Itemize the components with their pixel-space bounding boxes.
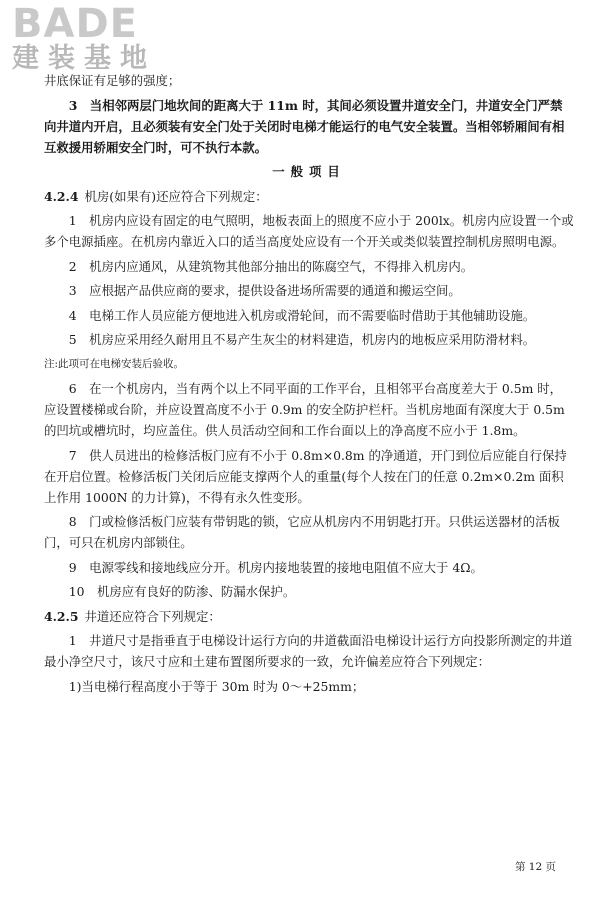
paragraph-continuation: 井底保证有足够的强度； — [44, 73, 181, 88]
clause-text: 井道还应符合下列规定： — [84, 608, 221, 624]
clause-number: 4.2.4 — [44, 188, 79, 204]
list-item: 7 供人员进出的检修活板门应有不小于 0.8m×0.8m 的净通道，开门到位后应能自行保持在开启位置。检修活板门关闭后应能支撑两个人的重量(每个人按在门的任意 0.2m×0.2m 面积上作用 1000N 的力计算)，不得有永久性变形。 — [44, 447, 567, 505]
list-item: 1 井道尺寸是指垂直于电梯设计运行方向的井道截面沿电梯设计运行方向投影所测定的井道最小净空尺寸，该尺寸应和土建布置图所要求的一致，允许偏差应符合下列规定： — [44, 633, 573, 669]
clause-4-2-4 — [44, 186, 574, 207]
clause-number: 4.2.5 — [44, 608, 79, 624]
sub-list-item: 1)当电梯行程高度小于等于 30m 时为 0～+25mm； — [68, 678, 365, 694]
list-item: 10 机房应有良好的防渗、防漏水保护。 — [68, 584, 296, 599]
list-item: 8 门或检修活板门应装有带钥匙的锁，它应从机房内不用钥匙打开。只供运送器材的活板门，可只在机房内部锁住。 — [44, 514, 560, 550]
list-item: 4 电梯工作人员应能方便地进入机房或滑轮间，而不需要临时借助于其他辅助设施。 — [68, 307, 536, 323]
list-item: 3 应根据产品供应商的要求，提供设备进场所需要的通道和搬运空间。 — [68, 283, 461, 298]
list-item: 2 机房内应通风，从建筑物其他部分抽出的陈腐空气，不得排入机房内。 — [68, 258, 474, 274]
list-item: 6 在一个机房内，当有两个以上不同平面的工作平台，且相邻平台高度差大于 0.5m 时，应设置楼梯或台阶，并应设置高度不小于 0.9m 的安全防护栏杆。当机房地面有深度大于 0.5m 的凹坑或槽坑时，均应盖住。供人员活动空间和工作台面以上的净高度不应小于 1.8m。 — [44, 381, 565, 438]
list-item: 9 电源零线和接地线应分开。机房内接地装置的接地电阻值不应大于 4Ω。 — [68, 559, 483, 575]
page-number: 第 12 页 — [514, 861, 556, 873]
list-item: 1 机房内应设有固定的电气照明，地板表面上的照度不应小于 200lx。机房内应设置一个或多个电源插座。在机房内靠近入口的适当高度处应设有一个开关或类似装置控制机房照明电源。 — [44, 213, 574, 249]
note: 注:此项可在电梯安装后验收。 — [44, 357, 185, 370]
clause-item-3-bold: 3 当相邻两层门地坎间的距离大于 11m 时，其间必须设置井道安全门，井道安全门严禁向井道内开启，且必须装有安全门处于关闭时电梯才能运行的电气安全装置。当相邻轿厢间有相互救援用轿厢安全门时，可不执行本款。 — [44, 97, 565, 155]
clause-4-2-5 — [44, 606, 574, 627]
logo-subtitle: 建装基地 — [12, 43, 156, 74]
list-item: 5 机房应采用经久耐用且不易产生灰尘的材料建造，机房内的地板应采用防滑材料。 — [68, 332, 536, 347]
section-heading-general-items: 一般项目 — [272, 164, 346, 179]
logo-wordmark: BADE — [12, 1, 138, 47]
document-body — [44, 70, 574, 700]
clause-text: 机房(如果有)还应符合下列规定： — [84, 188, 268, 204]
